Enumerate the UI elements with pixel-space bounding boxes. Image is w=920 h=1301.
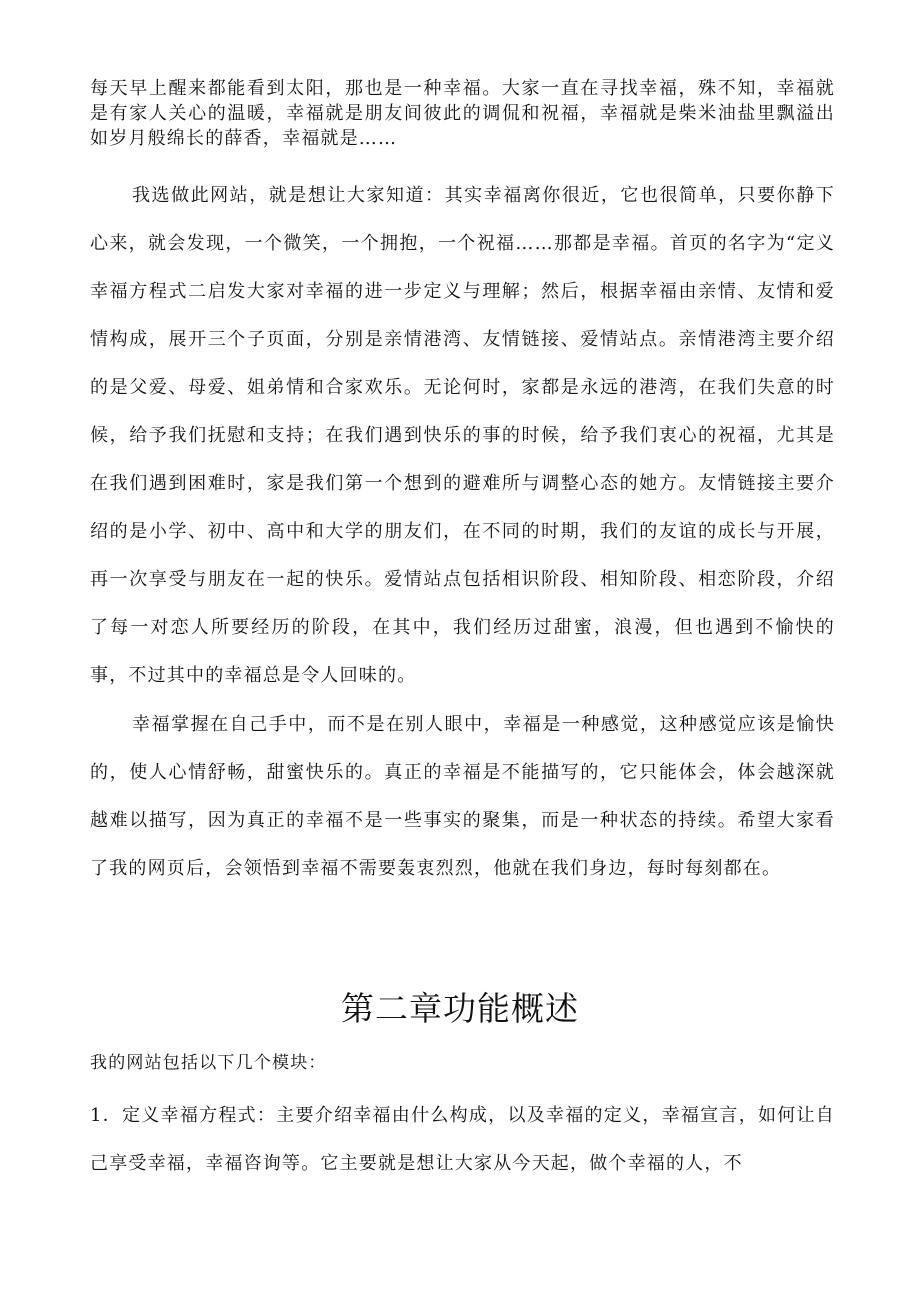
paragraph-happiness-conclusion: 幸福掌握在自己手中，而不是在别人眼中，幸福是一种感觉，这种感觉应该是愉快的，使人心情舒畅，甜蜜快乐的。真正的幸福是不能描写的，它只能体会，体会越深就越难以描写，因为真正的幸福不是一些事实的聚集，而是一种状态的持续。希望大家看了我的网页后，会领悟到幸福不需要轰衷烈烈，他就在我们身边，每时每刻都在。 [90, 714, 835, 879]
module-item-1: 1．定义幸福方程式：主要介绍幸福由什么构成，以及幸福的定义，幸福宣言，如何让自己享受幸福，幸福咨询等。它主要就是想让大家从今天起，做个幸福的人，不 [90, 1105, 835, 1174]
paragraph-happiness-intro: 每天早上醒来都能看到太阳，那也是一种幸福。大家一直在寻找幸福，殊不知，幸福就是有家人关心的温暖，幸福就是朋友间彼此的调侃和祝福，幸福就是柴米油盐里飘溢出如岁月般绵长的薛香，幸福就是…… [90, 78, 835, 149]
modules-intro: 我的网站包括以下几个模块： [90, 1053, 327, 1073]
chapter-heading: 第二章功能概述 [341, 989, 579, 1028]
paragraph-website-description: 我选做此网站，就是想让大家知道：其实幸福离你很近，它也很简单，只要你静下心来，就会发现，一个微笑，一个拥抱，一个祝福……那都是幸福。首页的名字为“定义幸福方程式二启发大家对幸福的进一步定义与理解；然后，根据幸福由亲情、友情和爱情构成，展开三个子页面，分别是亲情港湾、友情链接、爱情站点。亲情港湾主要介绍的是父爱、母爱、姐弟情和合家欢乐。无论何时，家都是永远的港湾，在我们失意的时候，给予我们抚慰和支持；在我们遇到快乐的事的时候，给予我们衷心的祝福，尤其是在我们遇到困难时，家是我们第一个想到的避难所与调整心态的她方。友情链接主要介绍的是小学、初中、高中和大学的朋友们，在不同的时期，我们的友谊的成长与开展，再一次享受与朋友在一起的快乐。爱情站点包括相识阶段、相知阶段、相恋阶段，介绍了每一对恋人所要经历的阶段，在其中，我们经历过甜蜜，浪漫，但也遇到不愉快的事，不过其中的幸福总是令人回味的。 [90, 185, 835, 686]
